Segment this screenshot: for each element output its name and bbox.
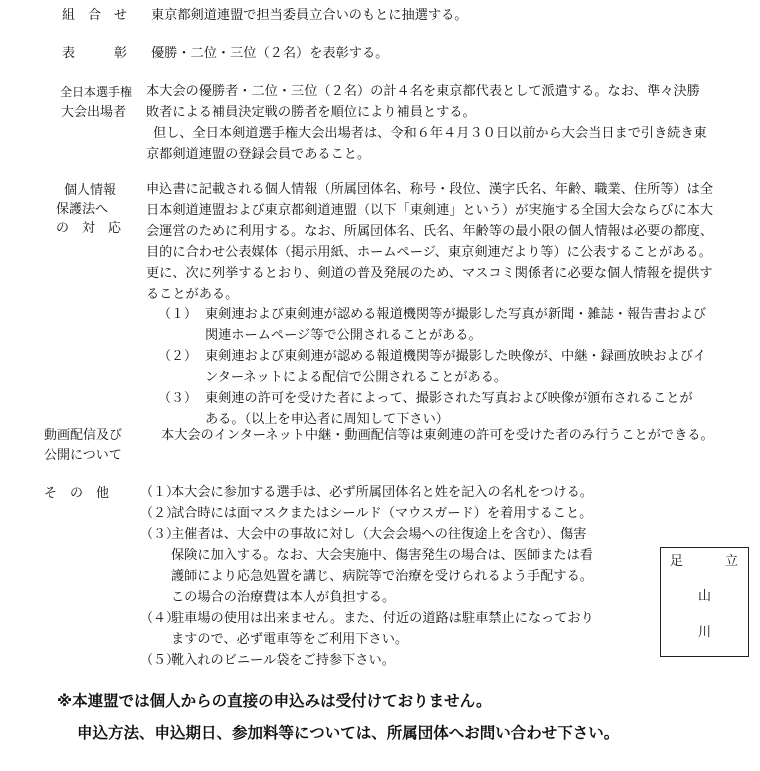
sonota-item3-line1: 主催者は、大会中の事故に対し（大会会場への往復途上を含む）、傷害: [171, 527, 587, 542]
text-zennihon-1: 本大会の優勝者・二位・三位（２名）の計４名を東京都代表として派遣する。なお、準々決勝: [146, 84, 700, 99]
label-kumiawase: 組 合 せ: [62, 8, 128, 23]
text-kojin-2: 日本剣道連盟および東京都剣道連盟（以下「東剣連」という）が実施する全国大会ならびに本大: [146, 203, 714, 218]
label-kojin-3: の 対 応: [56, 221, 122, 236]
kojin-item3-num: （３）: [158, 391, 198, 406]
label-kojin-2: 保護法へ: [56, 202, 109, 217]
text-kojin-3: 会運営のために利用する。なお、所属団体名、氏名、年齢等の最小限の個人情報は必要の都度、: [146, 224, 714, 239]
label-douga-2: 公開について: [44, 448, 122, 463]
sonota-item4-num: （４）: [140, 611, 180, 626]
sonota-item3-line3: 護師により応急処置を講じ、病院等で治療を受けられるよう手配する。: [171, 569, 593, 584]
text-kojin-1: 申込書に記載される個人情報（所属団体名、称号・段位、漢字氏名、年齢、職業、住所等）は全: [146, 182, 714, 197]
label-hyosho: 表 彰: [62, 46, 128, 61]
label-kojin-1: 個人情報: [64, 183, 117, 198]
sonota-item3-line4: この場合の治療費は本人が負担する。: [171, 590, 396, 605]
label-sonota: そ の 他: [44, 486, 110, 501]
text-kojin-4: 目的に合わせ公表媒体（掲示用紙、ホームページ、東京剣連だより等）に公表することがある。: [146, 245, 712, 260]
kojin-item2-num: （２）: [158, 349, 198, 364]
seal-box: [660, 547, 749, 657]
kojin-item1-line1: 東剣連および東剣連が認める報道機関等が撮影した写真が新聞・雑誌・報告書および: [205, 307, 707, 322]
seal-char-tr: 立: [725, 554, 739, 569]
sonota-item3-line2: 保険に加入する。なお、大会実施中、傷害発生の場合は、医師または看: [171, 548, 593, 563]
seal-char-mid1: 山: [698, 589, 712, 604]
kojin-item2-line2: ンターネットによる配信で公開されることがある。: [205, 370, 508, 385]
footer-note-1: ※本連盟では個人からの直接の申込みは受付けておりません。: [57, 692, 492, 710]
sonota-item5-num: （５）: [140, 653, 180, 668]
text-zennihon-3: 但し、全日本剣道選手権大会出場者は、令和６年４月３０日以前から大会当日まで引き続き東: [153, 126, 707, 141]
text-douga: 本大会のインターネット中継・動画配信等は東剣連の許可を受けた者のみ行うことができる。: [161, 428, 714, 443]
label-douga-1: 動画配信及び: [44, 428, 123, 443]
kojin-item2-line1: 東剣連および東剣連が認める報道機関等が撮影した映像が、中継・録画放映およびイ: [205, 349, 707, 364]
kojin-item1-line2: 関連ホームページ等で公開されることがある。: [205, 328, 482, 343]
text-kojin-5: 更に、次に列挙するとおり、剣道の普及発展のため、マスコミ関係者に必要な個人情報を提供す: [146, 266, 713, 281]
text-kojin-6: ることがある。: [146, 287, 239, 302]
seal-char-tl: 足: [670, 554, 684, 569]
label-zennihon-1: 全日本選手権: [60, 85, 133, 99]
sonota-item5-line1: 靴入れのビニール袋をご持参下さい。: [171, 653, 395, 668]
sonota-item4-line1: 駐車場の使用は出来ません。また、付近の道路は駐車禁止になっており: [171, 611, 594, 626]
kojin-item1-num: （１）: [158, 307, 198, 322]
text-hyosho: 優勝・二位・三位（２名）を表彰する。: [151, 46, 389, 61]
sonota-item4-line2: ますので、必ず電車等をご利用下さい。: [171, 632, 409, 647]
label-zennihon-2: 大会出場者: [61, 105, 127, 120]
text-zennihon-2: 敗者による補員決定戦の勝者を順位により補員とする。: [146, 105, 476, 120]
kojin-item3-line2: ある。（以上を申込者に周知して下さい）: [205, 412, 449, 427]
kojin-item3-line1: 東剣連の許可を受けた者によって、撮影された写真および映像が頒布されることが: [205, 391, 693, 406]
sonota-item1-line1: 本大会に参加する選手は、必ず所属団体名と姓を記入の名札をつける。: [171, 485, 593, 500]
seal-char-mid2: 川: [698, 625, 712, 640]
text-zennihon-4: 京都剣道連盟の登録会員であること。: [146, 147, 371, 162]
sonota-item1-num: （１）: [140, 485, 180, 500]
footer-note-2: 申込方法、申込期日、参加料等については、所属団体へお問い合わせ下さい。: [77, 724, 620, 742]
text-kumiawase: 東京都剣道連盟で担当委員立合いのもとに抽選する。: [151, 8, 468, 23]
sonota-item2-num: （２）: [140, 506, 180, 521]
sonota-item2-line1: 試合時には面マスクまたはシールド（マウスガード）を着用すること。: [171, 506, 593, 521]
sonota-item3-num: （３）: [140, 527, 180, 542]
